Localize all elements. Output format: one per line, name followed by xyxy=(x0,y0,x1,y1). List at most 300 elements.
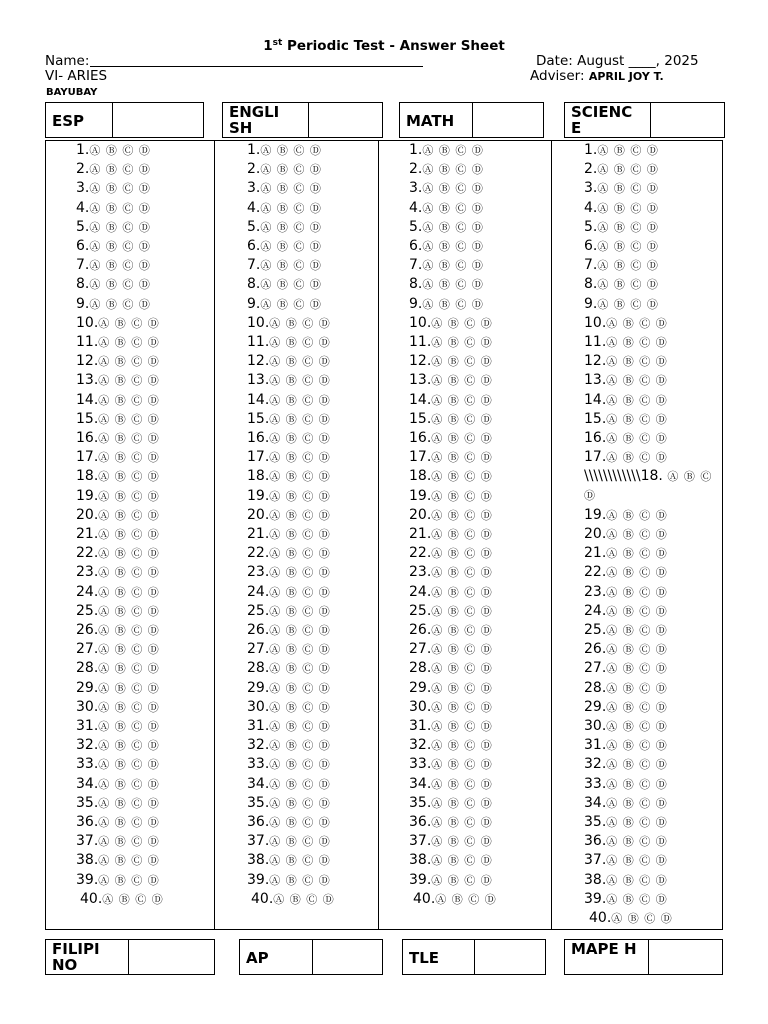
subject-box-english[interactable] xyxy=(222,102,383,138)
answer-row xyxy=(584,717,668,736)
answer-bubbles[interactable]: Ⓐ Ⓑ Ⓒ Ⓓ xyxy=(98,777,160,791)
answer-bubbles[interactable]: Ⓐ Ⓑ Ⓒ Ⓓ xyxy=(269,681,331,695)
answer-bubbles[interactable]: Ⓐ Ⓑ Ⓒ Ⓓ xyxy=(431,758,493,772)
answer-bubbles[interactable]: Ⓐ Ⓑ Ⓒ Ⓓ xyxy=(431,681,493,695)
question-number: 37. xyxy=(584,852,607,869)
subject-box-mapeh[interactable] xyxy=(564,939,723,975)
answer-bubbles[interactable]: Ⓐ Ⓑ Ⓒ Ⓓ xyxy=(269,316,331,330)
question-number: 27. xyxy=(247,641,270,658)
answer-bubbles[interactable]: Ⓐ Ⓑ Ⓒ Ⓓ xyxy=(431,489,493,503)
subject-box-filipino[interactable] xyxy=(45,939,215,975)
answer-bubbles[interactable]: Ⓐ Ⓑ Ⓒ Ⓓ xyxy=(611,912,673,925)
question-number: 20. xyxy=(247,506,270,523)
answer-bubbles[interactable]: Ⓐ Ⓑ Ⓒ Ⓓ xyxy=(422,144,484,157)
answer-bubbles[interactable]: Ⓐ Ⓑ Ⓒ Ⓓ xyxy=(431,451,493,465)
answer-bubbles[interactable]: Ⓐ Ⓑ Ⓒ Ⓓ xyxy=(431,700,493,714)
answer-bubbles[interactable]: Ⓐ Ⓑ Ⓒ Ⓓ xyxy=(89,259,151,273)
answer-bubbles[interactable]: Ⓐ Ⓑ Ⓒ Ⓓ xyxy=(98,374,160,388)
answer-bubbles[interactable]: Ⓐ Ⓑ Ⓒ Ⓓ xyxy=(431,873,493,887)
score-field[interactable] xyxy=(651,103,724,137)
answer-bubbles[interactable]: Ⓐ Ⓑ Ⓒ Ⓓ xyxy=(260,240,322,253)
question-number: 4. xyxy=(584,199,598,216)
answer-bubbles[interactable]: Ⓐ Ⓑ Ⓒ Ⓓ xyxy=(431,470,493,484)
answer-row xyxy=(247,679,331,698)
question-number: 19. xyxy=(584,506,607,523)
answer-bubbles[interactable]: Ⓐ Ⓑ Ⓒ Ⓓ xyxy=(98,547,160,561)
answer-row xyxy=(409,391,493,410)
answer-bubbles[interactable]: Ⓐ Ⓑ Ⓒ Ⓓ xyxy=(98,566,160,580)
answer-bubbles[interactable]: Ⓐ Ⓑ Ⓒ Ⓓ xyxy=(431,528,493,541)
answer-row xyxy=(76,429,160,448)
question-number: 12. xyxy=(409,353,432,370)
question-number: 34. xyxy=(247,775,270,792)
question-number: 37. xyxy=(76,833,99,850)
answer-row xyxy=(76,698,160,717)
question-number: 14. xyxy=(584,391,607,408)
answer-bubbles[interactable]: Ⓐ Ⓑ Ⓒ Ⓓ xyxy=(89,144,151,157)
answer-bubbles[interactable]: Ⓐ Ⓑ Ⓒ Ⓓ xyxy=(431,412,493,426)
question-number: 5. xyxy=(409,218,423,235)
question-number: 21. xyxy=(409,526,432,542)
question-number: 26. xyxy=(409,622,432,638)
answer-row xyxy=(409,717,493,736)
subject-label: ENGLI SH xyxy=(223,103,309,137)
question-number: 34. xyxy=(76,775,99,792)
question-number: 2. xyxy=(76,161,90,178)
answer-bubbles[interactable]: Ⓐ Ⓑ Ⓒ Ⓓ xyxy=(260,220,322,234)
answer-bubbles[interactable]: Ⓐ Ⓑ Ⓒ Ⓓ xyxy=(98,758,160,772)
question-number: 31. xyxy=(584,737,607,754)
answer-bubbles[interactable]: Ⓐ Ⓑ Ⓒ Ⓓ xyxy=(422,220,484,234)
answer-bubbles[interactable]: Ⓐ Ⓑ Ⓒ Ⓓ xyxy=(269,528,331,541)
answer-row xyxy=(584,525,668,544)
answer-bubbles[interactable]: Ⓐ Ⓑ Ⓒ Ⓓ xyxy=(606,412,668,426)
question-number: 10. xyxy=(409,314,432,331)
question-number: 21. xyxy=(247,526,270,542)
score-field[interactable] xyxy=(129,940,214,974)
answer-bubbles[interactable]: Ⓐ Ⓑ Ⓒ Ⓓ xyxy=(98,451,160,465)
answer-row xyxy=(584,352,668,371)
question-number: 40. xyxy=(251,890,274,907)
answer-row xyxy=(76,295,151,314)
answer-bubbles[interactable]: Ⓐ Ⓑ Ⓒ Ⓓ xyxy=(597,220,659,234)
answer-row xyxy=(409,794,493,813)
answer-bubbles[interactable]: Ⓐ Ⓑ Ⓒ Ⓓ xyxy=(606,566,668,580)
answer-bubbles[interactable]: Ⓐ Ⓑ Ⓒ Ⓓ xyxy=(422,182,484,196)
answer-row xyxy=(584,314,668,333)
answer-bubbles[interactable]: Ⓐ Ⓑ Ⓒ Ⓓ xyxy=(422,240,484,253)
answer-bubbles[interactable]: Ⓐ Ⓑ Ⓒ Ⓓ xyxy=(269,835,331,849)
answer-bubbles[interactable]: Ⓐ Ⓑ Ⓒ Ⓓ xyxy=(431,393,493,407)
answer-bubbles[interactable]: Ⓐ Ⓑ Ⓒ Ⓓ xyxy=(606,662,668,676)
answer-bubbles[interactable]: Ⓐ Ⓑ Ⓒ Ⓓ xyxy=(597,182,659,196)
answer-bubbles[interactable]: Ⓐ Ⓑ Ⓒ Ⓓ xyxy=(269,777,331,791)
subject-box-esp[interactable] xyxy=(45,102,204,138)
answer-row xyxy=(409,314,493,333)
answer-bubbles[interactable]: Ⓐ Ⓑ Ⓒ Ⓓ xyxy=(260,259,322,273)
answer-row xyxy=(76,314,160,333)
question-number: 19. xyxy=(76,487,99,504)
answer-bubbles[interactable]: Ⓐ Ⓑ Ⓒ Ⓓ xyxy=(431,547,493,561)
answer-row xyxy=(584,659,668,678)
question-number: 25. xyxy=(409,602,432,619)
answer-bubbles[interactable]: Ⓐ Ⓑ Ⓒ Ⓓ xyxy=(89,297,151,311)
answer-bubbles[interactable]: Ⓐ Ⓑ Ⓒ Ⓓ xyxy=(269,412,331,426)
answer-row xyxy=(409,640,493,659)
answer-bubbles[interactable]: Ⓐ Ⓑ Ⓒ Ⓓ xyxy=(422,278,484,292)
answer-bubbles[interactable]: Ⓐ Ⓑ Ⓒ Ⓓ xyxy=(98,528,160,541)
answer-bubbles[interactable]: Ⓐ Ⓑ Ⓒ Ⓓ xyxy=(606,508,668,522)
answer-bubbles[interactable]: Ⓐ Ⓑ Ⓒ Ⓓ xyxy=(98,585,160,599)
answer-bubbles[interactable]: Ⓐ Ⓑ Ⓒ Ⓓ xyxy=(431,720,493,733)
answer-row xyxy=(584,794,668,813)
question-number: 38. xyxy=(584,871,607,888)
answer-bubbles[interactable]: Ⓐ Ⓑ Ⓒ Ⓓ xyxy=(260,182,322,196)
answer-bubbles[interactable]: Ⓐ Ⓑ Ⓒ Ⓓ xyxy=(260,144,322,157)
name-label: Name: xyxy=(45,53,90,69)
subject-label: AP xyxy=(240,940,313,974)
answer-bubbles[interactable]: Ⓐ Ⓑ Ⓒ Ⓓ xyxy=(98,355,160,369)
answer-bubbles[interactable]: Ⓐ Ⓑ Ⓒ Ⓓ xyxy=(606,393,668,407)
answer-bubbles[interactable]: Ⓐ Ⓑ Ⓒ Ⓓ xyxy=(269,374,331,388)
question-number: 20. xyxy=(76,506,99,523)
answer-bubbles[interactable]: Ⓐ Ⓑ Ⓒ Ⓓ xyxy=(269,489,331,503)
answer-row xyxy=(247,794,331,813)
score-field[interactable] xyxy=(473,103,543,137)
answer-bubbles[interactable]: Ⓐ Ⓑ Ⓒ Ⓓ xyxy=(269,662,331,676)
answer-bubbles[interactable]: Ⓐ Ⓑ Ⓒ Ⓓ xyxy=(431,739,493,753)
score-field[interactable] xyxy=(113,103,203,137)
answer-bubbles[interactable]: Ⓐ Ⓑ Ⓒ Ⓓ xyxy=(260,278,322,292)
answer-bubbles[interactable]: Ⓐ Ⓑ Ⓒ Ⓓ xyxy=(260,201,322,215)
answer-row xyxy=(247,813,331,832)
answer-bubbles[interactable]: Ⓐ Ⓑ Ⓒ Ⓓ xyxy=(269,624,331,637)
answer-bubbles[interactable]: Ⓐ Ⓑ Ⓒ Ⓓ xyxy=(431,316,493,330)
answer-bubbles[interactable]: Ⓐ Ⓑ Ⓒ Ⓓ xyxy=(269,796,331,810)
answer-bubbles[interactable]: Ⓐ Ⓑ Ⓒ Ⓓ xyxy=(597,144,659,157)
answer-bubbles[interactable]: Ⓐ Ⓑ Ⓒ Ⓓ xyxy=(98,720,160,733)
answer-bubbles[interactable]: Ⓐ Ⓑ Ⓒ Ⓓ xyxy=(606,643,668,657)
answer-bubbles[interactable]: Ⓐ Ⓑ Ⓒ Ⓓ xyxy=(269,854,331,868)
answer-bubbles[interactable]: Ⓐ Ⓑ Ⓒ Ⓓ xyxy=(98,432,160,445)
answer-bubbles[interactable]: Ⓐ Ⓑ Ⓒ Ⓓ xyxy=(422,259,484,273)
answer-bubbles[interactable]: Ⓐ Ⓑ Ⓒ Ⓓ xyxy=(431,604,493,618)
subject-label: TLE xyxy=(403,940,475,974)
answer-bubbles[interactable]: Ⓐ Ⓑ Ⓒ Ⓓ xyxy=(431,662,493,676)
answer-bubbles[interactable]: Ⓐ Ⓑ Ⓒ Ⓓ xyxy=(98,873,160,887)
question-number: 2. xyxy=(584,161,598,178)
answer-row xyxy=(409,218,484,237)
answer-row xyxy=(409,544,493,563)
question-number: 18. xyxy=(247,468,270,485)
answer-row xyxy=(409,333,493,352)
question-number: 38. xyxy=(409,852,432,869)
question-number: 24. xyxy=(247,583,270,600)
question-number: 25. xyxy=(247,602,270,619)
answer-bubbles[interactable]: Ⓐ Ⓑ Ⓒ Ⓓ xyxy=(606,547,668,561)
answer-bubbles[interactable]: Ⓐ Ⓑ Ⓒ Ⓓ xyxy=(269,585,331,599)
question-number: 5. xyxy=(584,218,598,235)
answer-row xyxy=(247,755,331,774)
answer-row xyxy=(409,832,493,851)
answer-row xyxy=(584,775,668,794)
answer-bubbles[interactable]: Ⓐ Ⓑ Ⓒ Ⓓ xyxy=(98,662,160,676)
answer-bubbles[interactable]: Ⓐ Ⓑ Ⓒ Ⓓ xyxy=(269,355,331,369)
answer-bubbles[interactable]: Ⓐ Ⓑ Ⓒ Ⓓ xyxy=(98,835,160,849)
answer-bubbles[interactable]: Ⓐ Ⓑ Ⓒ Ⓓ xyxy=(269,547,331,561)
answer-bubbles[interactable]: Ⓐ Ⓑ Ⓒ Ⓓ xyxy=(98,393,160,407)
answer-bubbles[interactable]: Ⓐ Ⓑ Ⓒ Ⓓ xyxy=(431,854,493,868)
answer-bubbles[interactable]: Ⓐ Ⓑ Ⓒ Ⓓ xyxy=(597,201,659,215)
question-number: 6. xyxy=(409,238,423,254)
question-number: 6. xyxy=(584,238,598,254)
answer-bubbles[interactable]: Ⓐ Ⓑ Ⓒ Ⓓ xyxy=(606,796,668,810)
answer-bubbles[interactable]: Ⓐ Ⓑ Ⓒ Ⓓ xyxy=(597,240,659,253)
answer-bubbles[interactable]: Ⓐ Ⓑ Ⓒ Ⓓ xyxy=(98,816,160,829)
question-number: 26. xyxy=(76,622,99,638)
answer-row xyxy=(76,640,160,659)
answer-bubbles[interactable]: Ⓐ Ⓑ Ⓒ Ⓓ xyxy=(89,240,151,253)
question-number: 22. xyxy=(247,545,270,562)
score-field[interactable] xyxy=(309,103,382,137)
answer-bubbles[interactable]: Ⓐ Ⓑ Ⓒ Ⓓ xyxy=(597,297,659,311)
answer-row xyxy=(247,352,331,371)
answer-row xyxy=(409,352,493,371)
answer-row xyxy=(76,275,151,294)
answer-bubbles[interactable]: Ⓐ Ⓑ Ⓒ Ⓓ xyxy=(431,566,493,580)
answer-bubbles[interactable]: Ⓐ Ⓑ Ⓒ Ⓓ xyxy=(89,220,151,234)
answer-bubbles[interactable]: Ⓐ Ⓑ Ⓒ Ⓓ xyxy=(431,355,493,369)
answer-row xyxy=(247,275,322,294)
answer-bubbles[interactable]: Ⓐ Ⓑ Ⓒ Ⓓ xyxy=(89,182,151,196)
question-number: 2. xyxy=(247,161,261,178)
answer-row xyxy=(247,141,322,160)
answer-bubbles[interactable]: Ⓐ Ⓑ Ⓒ Ⓓ xyxy=(269,700,331,714)
answer-bubbles[interactable]: Ⓐ Ⓑ Ⓒ Ⓓ xyxy=(269,432,331,445)
answer-row xyxy=(76,199,151,218)
question-number: 33. xyxy=(247,756,270,773)
question-number: 23. xyxy=(584,583,607,600)
answer-bubbles[interactable]: Ⓐ Ⓑ Ⓒ Ⓓ xyxy=(431,835,493,849)
answer-row xyxy=(584,832,668,851)
answer-bubbles[interactable]: Ⓐ Ⓑ Ⓒ Ⓓ xyxy=(269,508,331,522)
name-field[interactable] xyxy=(45,54,423,69)
answer-bubbles[interactable]: Ⓐ Ⓑ Ⓒ Ⓓ xyxy=(606,336,668,349)
answer-bubbles[interactable]: Ⓐ Ⓑ Ⓒ Ⓓ xyxy=(606,604,668,618)
answer-bubbles[interactable]: Ⓐ Ⓑ Ⓒ Ⓓ xyxy=(273,892,335,906)
answer-row xyxy=(409,698,493,717)
subject-box-science[interactable] xyxy=(564,102,725,138)
answer-bubbles[interactable]: Ⓐ Ⓑ Ⓒ Ⓓ xyxy=(269,643,331,657)
subject-box-tle[interactable] xyxy=(402,939,546,975)
answer-bubbles[interactable]: Ⓐ Ⓑ Ⓒ Ⓓ xyxy=(422,163,484,177)
answer-bubbles[interactable]: Ⓐ Ⓑ Ⓒ Ⓓ xyxy=(89,278,151,292)
answer-bubbles[interactable]: Ⓐ Ⓑ Ⓒ Ⓓ xyxy=(606,854,668,868)
answer-row xyxy=(76,506,160,525)
subject-label: MATH xyxy=(400,103,473,137)
answer-row xyxy=(584,563,668,582)
answer-bubbles[interactable]: Ⓐ Ⓑ Ⓒ Ⓓ xyxy=(98,796,160,810)
column-divider xyxy=(214,141,215,929)
answer-bubbles[interactable]: Ⓐ Ⓑ Ⓒ Ⓓ xyxy=(431,585,493,599)
answer-bubbles[interactable]: Ⓐ Ⓑ Ⓒ Ⓓ xyxy=(269,816,331,829)
answer-row xyxy=(584,871,668,890)
question-number: 29. xyxy=(584,698,607,715)
answer-bubbles[interactable]: Ⓐ Ⓑ Ⓒ Ⓓ xyxy=(606,777,668,791)
answer-bubbles[interactable]: Ⓐ Ⓑ Ⓒ Ⓓ xyxy=(269,739,331,753)
answer-bubbles[interactable]: Ⓐ Ⓑ Ⓒ Ⓓ xyxy=(98,681,160,695)
answer-bubbles[interactable]: Ⓐ Ⓑ Ⓒ Ⓓ xyxy=(98,336,160,349)
answer-row xyxy=(584,890,668,909)
answer-bubbles[interactable]: Ⓐ Ⓑ Ⓒ Ⓓ xyxy=(98,604,160,618)
answer-bubbles[interactable]: Ⓐ Ⓑ Ⓒ Ⓓ xyxy=(269,720,331,733)
answer-bubbles[interactable]: Ⓐ Ⓑ Ⓒ Ⓓ xyxy=(98,412,160,426)
answer-row xyxy=(409,487,493,506)
question-number: 26. xyxy=(247,622,270,638)
answer-row xyxy=(76,659,160,678)
answer-bubbles[interactable]: Ⓐ Ⓑ Ⓒ Ⓓ xyxy=(422,201,484,215)
answer-bubbles[interactable]: Ⓐ Ⓑ Ⓒ Ⓓ xyxy=(606,374,668,388)
answer-row xyxy=(584,275,659,294)
question-number: 39. xyxy=(584,890,607,907)
question-number: 38. xyxy=(76,852,99,869)
answer-row xyxy=(247,659,331,678)
answer-bubbles[interactable]: Ⓐ Ⓑ Ⓒ Ⓓ xyxy=(98,854,160,868)
answer-row xyxy=(584,506,668,525)
question-number: 12. xyxy=(247,353,270,370)
answer-bubbles[interactable]: Ⓐ Ⓑ Ⓒ Ⓓ xyxy=(269,758,331,772)
answer-bubbles[interactable]: Ⓐ Ⓑ Ⓒ Ⓓ xyxy=(606,700,668,714)
answer-bubbles[interactable]: Ⓐ Ⓑ Ⓒ Ⓓ xyxy=(606,585,668,599)
answer-bubbles[interactable]: Ⓐ Ⓑ Ⓒ Ⓓ xyxy=(606,624,668,637)
answer-bubbles[interactable]: Ⓐ Ⓑ Ⓒ Ⓓ xyxy=(98,624,160,637)
question-number: 4. xyxy=(76,199,90,216)
answer-bubbles[interactable]: Ⓐ Ⓑ Ⓒ Ⓓ xyxy=(606,835,668,849)
answer-bubbles[interactable]: Ⓐ Ⓑ Ⓒ Ⓓ xyxy=(431,432,493,445)
answer-row xyxy=(247,371,331,390)
answer-bubbles[interactable]: Ⓐ Ⓑ Ⓒ Ⓓ xyxy=(260,163,322,177)
answer-row xyxy=(76,544,160,563)
answer-row xyxy=(409,256,484,275)
question-number: 17. xyxy=(76,449,99,466)
question-number: 3. xyxy=(247,180,261,197)
answer-row xyxy=(247,179,322,198)
answer-row xyxy=(76,871,160,890)
answer-row xyxy=(409,602,493,621)
answer-bubbles[interactable]: Ⓐ Ⓑ Ⓒ Ⓓ xyxy=(269,604,331,618)
subject-box-math[interactable] xyxy=(399,102,544,138)
answer-bubbles[interactable]: Ⓐ Ⓑ Ⓒ Ⓓ xyxy=(269,393,331,407)
question-number: 11. xyxy=(76,334,99,350)
answer-row xyxy=(584,698,668,717)
answer-bubbles[interactable]: Ⓐ Ⓑ Ⓒ Ⓓ xyxy=(606,528,668,541)
answer-bubbles[interactable]: Ⓐ Ⓑ Ⓒ Ⓓ xyxy=(98,489,160,503)
answer-row xyxy=(409,429,493,448)
answer-bubbles[interactable]: Ⓐ Ⓑ Ⓒ Ⓓ xyxy=(98,739,160,753)
answer-bubbles[interactable]: Ⓐ Ⓑ Ⓒ Ⓓ xyxy=(98,470,160,484)
question-number: 16. xyxy=(584,430,607,446)
answer-row xyxy=(247,295,322,314)
answer-row xyxy=(247,218,322,237)
answer-bubbles[interactable]: Ⓐ Ⓑ Ⓒ Ⓓ xyxy=(431,374,493,388)
question-number: 33. xyxy=(584,775,607,792)
name-line[interactable] xyxy=(90,54,423,67)
answer-bubbles[interactable]: Ⓐ Ⓑ Ⓒ Ⓓ xyxy=(597,278,659,292)
answer-bubbles[interactable]: Ⓐ Ⓑ Ⓒ Ⓓ xyxy=(606,316,668,330)
question-number: 35. xyxy=(409,794,432,811)
answer-bubbles[interactable]: Ⓐ Ⓑ Ⓒ Ⓓ xyxy=(431,816,493,829)
question-number: 23. xyxy=(76,564,99,581)
answer-bubbles[interactable]: Ⓐ Ⓑ Ⓒ Ⓓ xyxy=(431,336,493,349)
answer-bubbles[interactable]: Ⓐ Ⓑ Ⓒ Ⓓ xyxy=(269,873,331,887)
question-number: 25. xyxy=(76,602,99,619)
answer-bubbles[interactable]: Ⓐ Ⓑ Ⓒ Ⓓ xyxy=(269,470,331,484)
answer-row xyxy=(76,563,160,582)
answer-bubbles[interactable]: Ⓐ Ⓑ Ⓒ Ⓓ xyxy=(89,201,151,215)
answer-bubbles[interactable]: Ⓐ Ⓑ Ⓒ Ⓓ xyxy=(606,432,668,445)
answer-bubbles[interactable]: Ⓐ Ⓑ Ⓒ Ⓓ xyxy=(98,316,160,330)
adviser-field xyxy=(530,69,664,84)
answer-bubbles[interactable]: Ⓐ Ⓑ Ⓒ Ⓓ xyxy=(606,720,668,733)
answer-bubbles[interactable]: Ⓐ Ⓑ Ⓒ Ⓓ xyxy=(431,508,493,522)
question-number: 9. xyxy=(584,295,598,312)
answer-row xyxy=(247,199,322,218)
answer-bubbles[interactable]: Ⓐ Ⓑ Ⓒ Ⓓ xyxy=(431,796,493,810)
answer-bubbles[interactable]: Ⓐ Ⓑ Ⓒ Ⓓ xyxy=(435,892,497,906)
answer-bubbles[interactable]: Ⓐ Ⓑ Ⓒ Ⓓ xyxy=(89,163,151,177)
answer-row xyxy=(584,295,659,314)
answer-bubbles[interactable]: Ⓐ Ⓑ Ⓒ Ⓓ xyxy=(597,259,659,273)
answer-bubbles[interactable]: Ⓐ Ⓑ Ⓒ Ⓓ xyxy=(606,892,668,906)
answer-row xyxy=(76,621,160,640)
answer-bubbles[interactable]: Ⓐ Ⓑ Ⓒ Ⓓ xyxy=(606,451,668,465)
score-field[interactable] xyxy=(313,940,382,974)
stray-marks: \\\\\\\\\\\\ xyxy=(584,468,641,485)
question-number: 18. xyxy=(76,468,99,485)
answer-bubbles[interactable]: Ⓐ Ⓑ Ⓒ Ⓓ xyxy=(269,336,331,349)
answer-bubbles[interactable]: Ⓐ Ⓑ Ⓒ Ⓓ xyxy=(431,624,493,637)
answer-bubbles[interactable]: Ⓐ Ⓑ Ⓒ Ⓓ xyxy=(102,892,164,906)
score-field[interactable] xyxy=(475,940,545,974)
answer-row xyxy=(584,467,724,505)
answer-bubbles[interactable]: Ⓐ Ⓑ Ⓒ Ⓓ xyxy=(606,816,668,829)
subject-box-ap[interactable] xyxy=(239,939,383,975)
answer-bubbles[interactable]: Ⓐ Ⓑ Ⓒ Ⓓ xyxy=(260,297,322,311)
question-number: 14. xyxy=(76,391,99,408)
answer-bubbles[interactable]: Ⓐ Ⓑ Ⓒ Ⓓ xyxy=(606,739,668,753)
answer-bubbles[interactable]: Ⓐ Ⓑ Ⓒ Ⓓ xyxy=(606,355,668,369)
answer-bubbles[interactable]: Ⓐ Ⓑ Ⓒ Ⓓ xyxy=(269,566,331,580)
answer-bubbles[interactable]: Ⓐ Ⓑ Ⓒ Ⓓ xyxy=(422,297,484,311)
answer-bubbles[interactable]: Ⓐ Ⓑ Ⓒ Ⓓ xyxy=(584,470,713,503)
score-field[interactable] xyxy=(649,940,722,974)
answer-bubbles[interactable]: Ⓐ Ⓑ Ⓒ Ⓓ xyxy=(269,451,331,465)
date-field[interactable]: Date: August ____, 2025 xyxy=(536,53,699,69)
answer-bubbles[interactable]: Ⓐ Ⓑ Ⓒ Ⓓ xyxy=(431,643,493,657)
answer-row xyxy=(584,410,668,429)
section-label: VI- ARIES xyxy=(45,68,108,84)
answer-bubbles[interactable]: Ⓐ Ⓑ Ⓒ Ⓓ xyxy=(597,163,659,177)
question-number: 2. xyxy=(409,161,423,178)
answer-bubbles[interactable]: Ⓐ Ⓑ Ⓒ Ⓓ xyxy=(98,643,160,657)
answer-bubbles[interactable]: Ⓐ Ⓑ Ⓒ Ⓓ xyxy=(98,508,160,522)
answer-bubbles[interactable]: Ⓐ Ⓑ Ⓒ Ⓓ xyxy=(606,873,668,887)
answer-bubbles[interactable]: Ⓐ Ⓑ Ⓒ Ⓓ xyxy=(606,681,668,695)
answer-bubbles[interactable]: Ⓐ Ⓑ Ⓒ Ⓓ xyxy=(431,777,493,791)
question-number: 22. xyxy=(584,564,607,581)
answer-bubbles[interactable]: Ⓐ Ⓑ Ⓒ Ⓓ xyxy=(606,758,668,772)
answer-bubbles[interactable]: Ⓐ Ⓑ Ⓒ Ⓓ xyxy=(98,700,160,714)
